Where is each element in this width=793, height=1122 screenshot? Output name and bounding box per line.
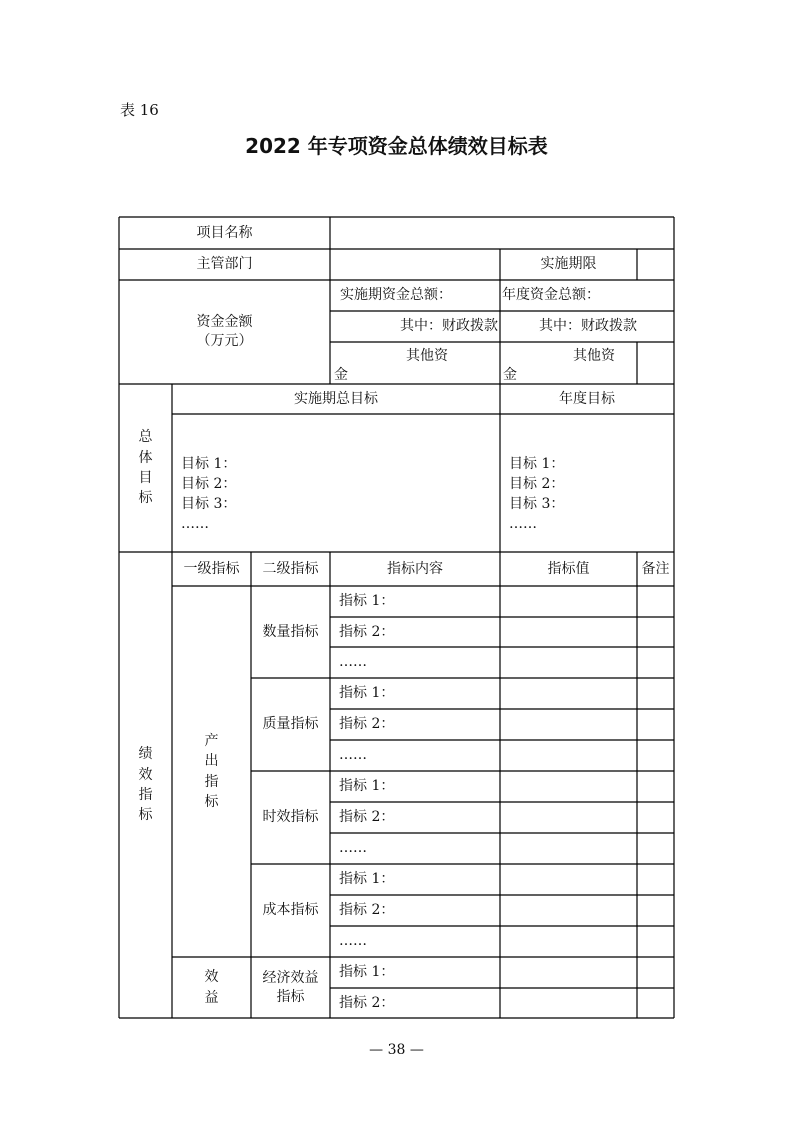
table-number: 表 16 <box>120 101 159 119</box>
quality-item-2: 指标 2： <box>339 716 395 733</box>
other-period-b: 金 <box>334 367 348 383</box>
page-number: — 38 — <box>369 1042 424 1058</box>
cost-item-1: 指标 1： <box>339 871 395 888</box>
project-name-label: 项目名称 <box>196 224 253 241</box>
quality-indicator-label: 质量指标 <box>262 716 319 733</box>
overall-goal-side-text: 总体目标 <box>138 429 153 507</box>
annual-goal-2: 目标 2： <box>509 476 565 492</box>
other-annual-b: 金 <box>503 367 517 383</box>
timeliness-item-2: 指标 2： <box>339 809 395 826</box>
quality-item-more: …… <box>339 747 367 764</box>
overall-goal-side-label <box>119 384 172 552</box>
quantity-item-more: …… <box>339 654 367 671</box>
cost-item-2: 指标 2： <box>339 902 395 919</box>
total-annual-funds: 年度资金总额： <box>502 287 600 304</box>
output-indicator-text: 产出指标 <box>204 732 219 810</box>
quantity-item-2: 指标 2： <box>339 623 395 640</box>
benefit-indicator-text: 效益 <box>204 969 219 1006</box>
output-indicator-label <box>172 586 251 957</box>
indicators-side-text: 绩效指标 <box>138 746 153 824</box>
col-level1-header: 一级指标 <box>183 560 240 577</box>
col-content-header: 指标内容 <box>387 560 443 577</box>
economic-indicator-line2: 指标 <box>276 988 305 1005</box>
timeliness-item-1: 指标 1： <box>339 778 395 795</box>
other-annual-a: 其他资 <box>573 348 615 364</box>
fiscal-period: 其中：财政拨款 <box>400 318 498 335</box>
period-goals-list <box>181 454 236 534</box>
period-label: 实施期限 <box>540 256 597 273</box>
annual-goal-more: …… <box>509 516 537 532</box>
economic-item-2: 指标 2： <box>339 994 395 1011</box>
economic-indicator-label <box>251 957 330 1018</box>
timeliness-indicator-label: 时效指标 <box>262 809 319 826</box>
annual-goal-header: 年度目标 <box>559 390 615 407</box>
indicators-side-label <box>119 552 172 1018</box>
funds-label-text: 资金金额 <box>196 314 253 331</box>
cost-indicator-label: 成本指标 <box>262 902 319 919</box>
economic-item-1: 指标 1： <box>339 964 395 981</box>
period-goal-3: 目标 3： <box>181 496 237 512</box>
annual-goal-3: 目标 3： <box>509 496 565 512</box>
funds-label <box>119 280 330 384</box>
quantity-item-1: 指标 1： <box>339 593 395 610</box>
page-title: 2022 年专项资金总体绩效目标表 <box>245 134 548 158</box>
period-goal-header: 实施期总目标 <box>294 390 378 407</box>
dept-label: 主管部门 <box>196 256 253 273</box>
fiscal-annual: 其中：财政拨款 <box>539 318 637 335</box>
benefit-indicator-label <box>172 957 251 1018</box>
col-level2-header: 二级指标 <box>262 560 319 577</box>
annual-goal-1: 目标 1： <box>509 456 565 472</box>
cost-item-more: …… <box>339 933 367 950</box>
timeliness-item-more: …… <box>339 840 367 857</box>
quantity-indicator-label: 数量指标 <box>262 623 319 640</box>
annual-goals-list <box>509 454 564 534</box>
col-remark-header: 备注 <box>641 560 670 577</box>
period-goal-2: 目标 2： <box>181 476 237 492</box>
funds-unit: （万元） <box>196 333 253 349</box>
other-period-a: 其他资 <box>406 348 448 364</box>
period-goal-1: 目标 1： <box>181 456 237 472</box>
quality-item-1: 指标 1： <box>339 685 395 702</box>
total-period-funds: 实施期资金总额： <box>340 287 452 304</box>
period-goal-more: …… <box>181 516 209 532</box>
col-value-header: 指标值 <box>547 560 590 577</box>
economic-indicator-line1: 经济效益 <box>262 969 319 986</box>
